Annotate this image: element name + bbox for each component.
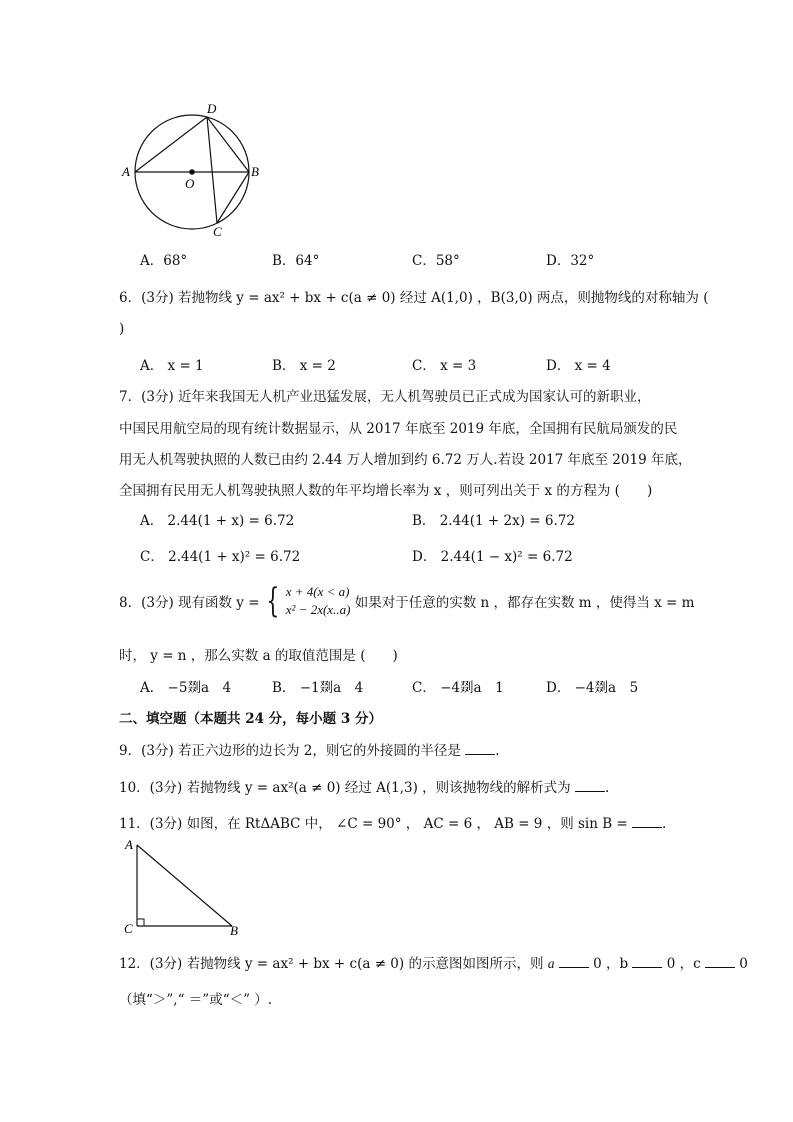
q8-suffix: 如果对于任意的实数 n ，都存在实数 m ，使得当 x = m xyxy=(354,595,695,611)
q8-line2: 时， y = n ，那么实数 a 的取值范围是 ( ) xyxy=(119,648,398,664)
q7-option-c: C． 2.44(1 + x)² = 6.72 xyxy=(140,549,301,565)
label-tri-b: B xyxy=(230,923,238,938)
q6-option-d: D． x = 4 xyxy=(546,358,611,374)
q12-blank-b xyxy=(632,953,662,968)
q7-option-d: D． 2.44(1 − x)² = 6.72 xyxy=(412,549,573,565)
q5-option-a: A．68° xyxy=(140,253,188,269)
q7-option-a: A． 2.44(1 + x) = 6.72 xyxy=(140,513,295,529)
label-tri-a: A xyxy=(125,837,133,852)
label-a: A xyxy=(122,164,130,179)
q11-blank xyxy=(632,813,662,828)
q6-option-a: A． x = 1 xyxy=(140,358,204,374)
q12 xyxy=(119,952,748,972)
q12-zero-c: 0 xyxy=(739,956,748,972)
chord-db xyxy=(207,117,249,172)
circle-figure xyxy=(118,98,268,238)
q8-option-b: B． −1剟a 4 xyxy=(272,680,364,696)
q12-blank-c xyxy=(705,953,735,968)
q6-stem-line2: ) xyxy=(119,321,125,337)
q12-zero-b: 0 xyxy=(666,956,676,972)
q12-c: ，c xyxy=(679,956,701,972)
q8-option-c: C． −4剟a 1 xyxy=(412,680,504,696)
q8-piecewise xyxy=(286,583,351,619)
q12-zero-a: 0 xyxy=(593,956,602,972)
label-o: O xyxy=(185,176,195,191)
label-d: D xyxy=(207,101,217,116)
q12-b: ，b xyxy=(605,956,629,972)
side-ab xyxy=(137,845,232,926)
q12-a: a xyxy=(547,956,555,971)
q5-option-d: D．32° xyxy=(546,253,595,269)
section-heading: 二、填空题（本题共 24 分，每小题 3 分） xyxy=(119,711,382,727)
q8-option-a: A． −5剟a 4 xyxy=(140,680,232,696)
right-angle-mark xyxy=(137,919,144,926)
q7-line-3: 用无人机驾驶执照的人数已由约 2.44 万人增加到约 6.72 万人.若设 2017 年底至 2019 年底， xyxy=(119,452,692,468)
chord-dc xyxy=(207,117,217,223)
q11-end: . xyxy=(662,816,667,832)
q11-text: 11．(3分) 如图，在 RtΔABC 中， ∠C = 90° ， AC = 6 ， AB = 9 ，则 sin B = xyxy=(119,816,628,832)
q6-stem: 6．(3分) 若抛物线 y = ax² + bx + c(a ≠ 0) 经过 A(1,0) ，B(3,0) 两点，则抛物线的对称轴为 ( xyxy=(119,290,709,306)
q10-blank xyxy=(575,777,605,792)
q5-option-c: C．58° xyxy=(412,253,460,269)
q8-prefix: 8．(3分) 现有函数 y = xyxy=(119,595,260,611)
q8-stem xyxy=(119,583,694,619)
q9-blank xyxy=(465,740,495,755)
q12-blank-a xyxy=(559,953,589,968)
q7-line-1: 7．(3分) 近年来我国无人机产业迅猛发展，无人机驾驶员已正式成为国家认可的新职业， xyxy=(119,389,651,405)
brace-symbol: { xyxy=(266,581,280,621)
q10 xyxy=(119,776,609,796)
q5-option-b: B．64° xyxy=(272,253,320,269)
q9-text: 9．(3分) 若正六边形的边长为 2，则它的外接圆的半径是 xyxy=(119,743,461,759)
q7-line-4: 全国拥有民用无人机驾驶执照人数的年平均增长率为 x ，则可列出关于 x 的方程为 ( ) xyxy=(119,483,653,499)
q8-piece-bottom: x² − 2x(x..a) xyxy=(285,602,351,617)
label-b: B xyxy=(251,164,259,179)
center-point xyxy=(189,169,195,175)
chord-ad xyxy=(135,117,207,172)
q6-option-b: B． x = 2 xyxy=(272,358,336,374)
q11 xyxy=(119,812,666,832)
chord-bc xyxy=(217,172,249,223)
q8-piece-top: x + 4(x < a) xyxy=(285,584,350,599)
triangle-figure xyxy=(120,835,250,940)
label-tri-c: C xyxy=(124,921,133,936)
q12-text: 12．(3分) 若抛物线 y = ax² + bx + c(a ≠ 0) 的示意图如图所示，则 xyxy=(119,956,544,972)
q7-option-b: B． 2.44(1 + 2x) = 6.72 xyxy=(412,513,575,529)
q8-option-d: D． −4剟a 5 xyxy=(546,680,639,696)
q9-end: . xyxy=(495,743,500,759)
q6-option-c: C． x = 3 xyxy=(412,358,477,374)
q10-text: 10．(3分) 若抛物线 y = ax²(a ≠ 0) 经过 A(1,3) ，则该抛物线的解析式为 xyxy=(119,780,571,796)
q10-end: . xyxy=(604,780,610,796)
q12-line2: （填“＞”,“ ＝”或“＜” ）. xyxy=(119,992,273,1008)
label-c: C xyxy=(213,224,222,238)
q9 xyxy=(119,739,499,759)
q7-line-2: 中国民用航空局的现有统计数据显示，从 2017 年底至 2019 年底，全国拥有民航局颁发的民 xyxy=(119,421,678,437)
